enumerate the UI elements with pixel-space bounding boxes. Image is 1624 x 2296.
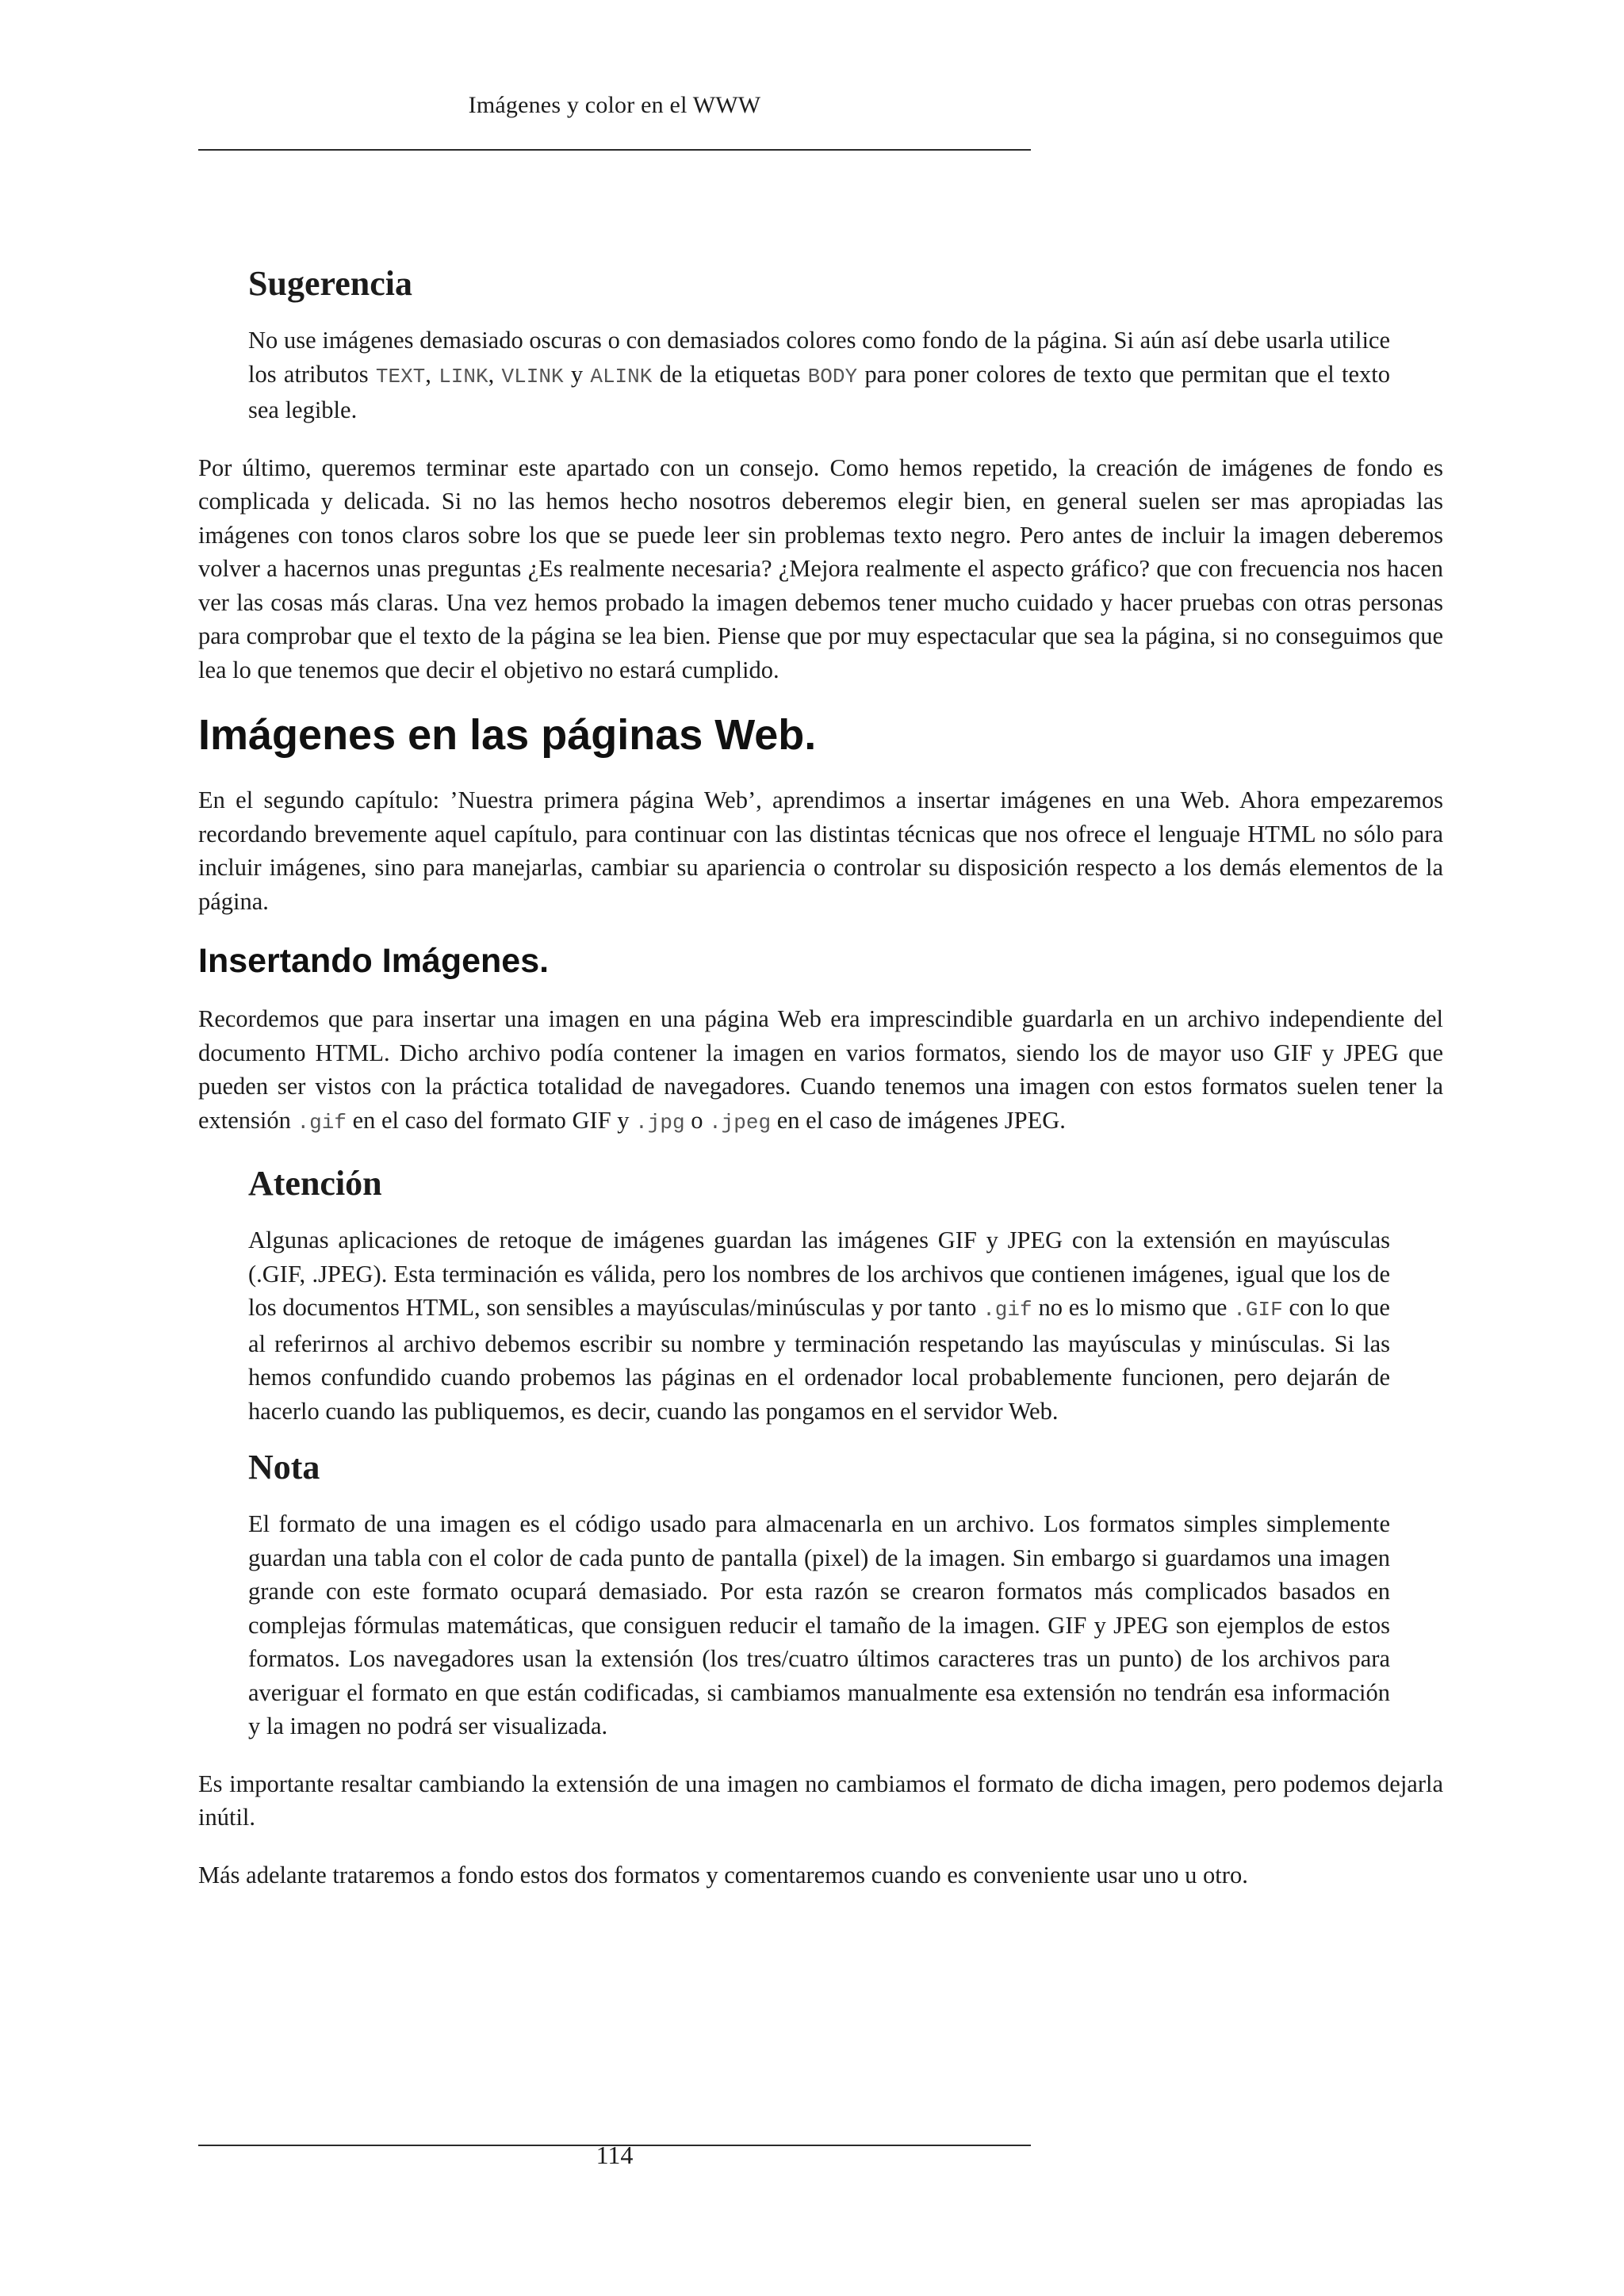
sugerencia-text: No use imágenes demasiado oscuras o con demasiados colores como fondo de la página. Si aún así debe usarla utilice los atributos TEXT, LINK, VLINK y ALINK de la etiquetas BODY para poner colores de texto que permitan que el texto sea legible. xyxy=(248,327,1391,423)
inline-code: TEXT xyxy=(375,364,426,388)
paragraph-importante: Es importante resaltar cambiando la extensión de una imagen no cambiamos el formato de dicha imagen, pero podemos dejarla inútil. xyxy=(198,1770,1443,1831)
atencion-box xyxy=(248,1161,1390,1428)
header-rule xyxy=(198,149,1031,151)
page-content xyxy=(198,262,1443,1892)
paragraph-mas: Más adelante trataremos a fondo estos dos formatos y comentaremos cuando es conveniente usar uno u otro. xyxy=(198,1861,1248,1888)
inline-code: .gif xyxy=(297,1110,347,1135)
inline-code: ALINK xyxy=(590,364,653,388)
inline-code: .jpeg xyxy=(709,1110,772,1135)
nota-title: Nota xyxy=(248,1448,320,1487)
running-header: Imágenes y color en el WWW xyxy=(468,92,761,118)
page-number: 114 xyxy=(596,2141,634,2169)
inline-code: .GIF xyxy=(1233,1298,1283,1322)
paragraph-segundo: En el segundo capítulo: ’Nuestra primera página Web’, aprendimos a insertar imágenes en una Web. Ahora empezaremos recordando brevemente aquel capítulo, para continuar con las distintas técnicas que nos ofrece el lenguaje HTML no sólo para incluir imágenes, sino para manejarlas, cambiar su apariencia o controlar su disposición respecto a los demás elementos de la página. xyxy=(198,786,1443,915)
inline-code: .jpg xyxy=(635,1110,685,1135)
inline-code: BODY xyxy=(807,364,858,388)
subsection-heading-insertando: Insertando Imágenes. xyxy=(198,942,550,980)
paragraph-ultimo: Por último, queremos terminar este apartado con un consejo. Como hemos repetido, la creación de imágenes de fondo es complicada y delicada. Si no las hemos hecho nosotros deberemos elegir bien, en general suelen ser mas apropiadas las imágenes con tonos claros sobre los que se puede leer sin problemas texto negro. Pero antes de incluir la imagen deberemos volver a hacernos unas preguntas ¿Es realmente necesaria? ¿Mejora realmente el aspecto gráfico? que con frecuencia nos hacen ver las cosas más claras. Una vez hemos probado la imagen debemos tener mucho cuidado y hacer pruebas con otras personas para comprobar que el texto de la página se lea bien. Piense que por muy espectacular que sea la página, si no conseguimos que lea lo que tenemos que decir el objetivo no estará cumplido. xyxy=(198,453,1443,683)
paragraph-recordemos: Recordemos que para insertar una imagen en una página Web era imprescindible guardarla en un archivo independiente del documento HTML. Dicho archivo podía contener la imagen en varios formatos, siendo los de mayor uso GIF y JPEG que pueden ser vistos con la práctica totalidad de navegadores. Cuando tenemos una imagen con estos formatos suelen tener la extensión .gif en el caso del formato GIF y .jpg o .jpeg en el caso de imágenes JPEG. xyxy=(198,1005,1443,1135)
inline-code: .gif xyxy=(982,1298,1032,1322)
atencion-title: Atención xyxy=(248,1164,382,1203)
inline-code: VLINK xyxy=(501,364,564,388)
inline-code: LINK xyxy=(439,364,488,388)
atencion-text: Algunas aplicaciones de retoque de imágenes guardan las imágenes GIF y JPEG con la extensión en mayúsculas (.GIF, .JPEG). Esta terminación es válida, pero los nombres de los archivos que contienen imágenes, igual que los de los documentos HTML, son sensibles a mayúsculas/minúsculas y por tanto .gif no es lo mismo que .GIF con lo que al referirnos al archivo debemos escribir su nombre y terminación respetando las mayúsculas y minúsculas. Si las hemos confundido cuando probemos las páginas en el ordenador local probablemente funcionen, pero dejarán de hacerlo cuando las publiquemos, es decir, cuando las pongamos en el servidor Web. xyxy=(248,1226,1390,1425)
sugerencia-box xyxy=(248,262,1390,427)
section-heading-imagenes: Imágenes en las páginas Web. xyxy=(198,711,817,759)
nota-box xyxy=(248,1445,1390,1743)
sugerencia-title: Sugerencia xyxy=(248,264,412,303)
nota-text: El formato de una imagen es el código usado para almacenarla en un archivo. Los formatos simples simplemente guardan una tabla con el color de cada punto de pantalla (pixel) de la imagen. Sin embargo si guardamos una imagen grande con este formato ocupará demasiado. Por esta razón se crearon formatos más complicados basados en complejas fórmulas matemáticas, que consiguen reducir el tamaño de la imagen. GIF y JPEG son ejemplos de estos formatos. Los navegadores usan la extensión (los tres/cuatro últimos caracteres tras un punto) de los archivos para averiguar el formato en que están codificadas, si cambiamos manualmente esa extensión no tendrán esa información y la imagen no podrá ser visualizada. xyxy=(248,1510,1390,1739)
